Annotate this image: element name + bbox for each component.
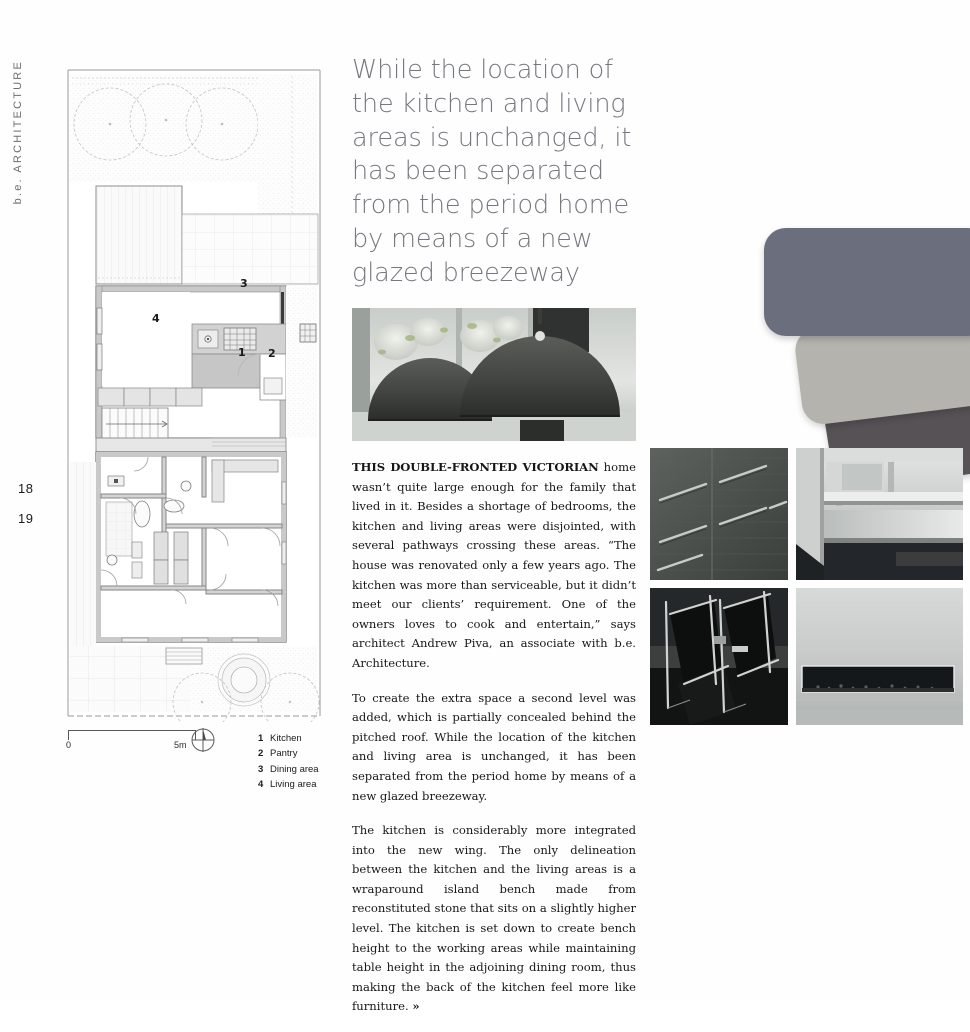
material-swatch-stack: [742, 218, 970, 468]
legend-number: 3: [258, 763, 264, 775]
body-paragraph-3: [352, 821, 636, 1017]
plan-legend: [258, 731, 350, 793]
svg-text:2: 2: [268, 347, 276, 360]
legend-item: [258, 762, 350, 777]
legend-label: Living area: [270, 779, 317, 791]
swatch-top-slate: [764, 228, 970, 336]
scale-label-max: 5m: [174, 740, 187, 750]
legend-number: 1: [258, 733, 264, 744]
floor-plan: [62, 62, 330, 722]
north-compass-icon: [190, 727, 216, 753]
body-paragraph-3-text: The kitchen is considerably more integrated into the new wing. The only delineation between the kitchen and the living areas is a wraparound island bench made from reconstituted stone that sits on a slightly higher level. The kitchen is set down to create bench height to the working areas while maintaining table height in the adjoining dining room, thus making the back of the kitchen feel more like furniture.: [352, 823, 636, 1014]
photo-grid: [650, 448, 963, 725]
dark-dining-chairs-photo: [650, 588, 788, 725]
legend-label: Pantry: [270, 748, 298, 760]
folio-right: 19: [18, 511, 34, 526]
legend-number: 2: [258, 748, 264, 760]
body-paragraph-1-text: home wasn’t quite large enough for the family that lived in it. Besides a shortage of bedrooms, the kitchen and living areas were disjointed, with several pathways crossing these areas. “The house was renovated only a few years ago. The kitchen was more than serviceable, but it didn’t meet our clients’ requirement. One of the owners loves to cook and entertain,” says architect Andrew Piva, an associate with b.e. Architecture.: [352, 460, 636, 670]
legend-item: [258, 746, 350, 761]
legend-number: 4: [258, 779, 264, 791]
legend-item: [258, 731, 350, 746]
svg-text:1: 1: [238, 346, 246, 359]
fireplace-slot-photo: [796, 588, 963, 725]
body-paragraph-1: [352, 458, 636, 674]
folio-left: 18: [18, 481, 34, 496]
pull-quote: While the location of the kitchen and living areas is unchanged, it has been separated from the period home by means of a new glazed breezeway: [352, 55, 632, 288]
running-head: b.e. ARCHITECTURE: [12, 60, 24, 205]
scale-label-zero: 0: [66, 740, 72, 750]
legend-item: [258, 777, 350, 792]
plan-scale-bar: [66, 730, 206, 760]
scale-bar-line: [68, 730, 196, 740]
continued-marker: »: [412, 999, 419, 1014]
pendant-dome-lamps-photo: [352, 308, 636, 441]
article-body: [352, 458, 636, 1032]
svg-text:3: 3: [240, 277, 248, 290]
legend-label: Dining area: [270, 763, 319, 775]
lead-in-text: THIS DOUBLE-FRONTED VICTORIAN: [352, 460, 599, 474]
stainless-joinery-detail-photo: [796, 448, 963, 580]
legend-label: Kitchen: [270, 733, 302, 744]
body-paragraph-2: To create the extra space a second level was added, which is partially concealed behind the pitched roof. While the location of the kitchen and living area is unchanged, it has been separated from the period home by means of a new glazed breezeway.: [352, 690, 636, 803]
svg-text:4: 4: [152, 312, 160, 325]
cabinet-handles-photo: [650, 448, 788, 580]
